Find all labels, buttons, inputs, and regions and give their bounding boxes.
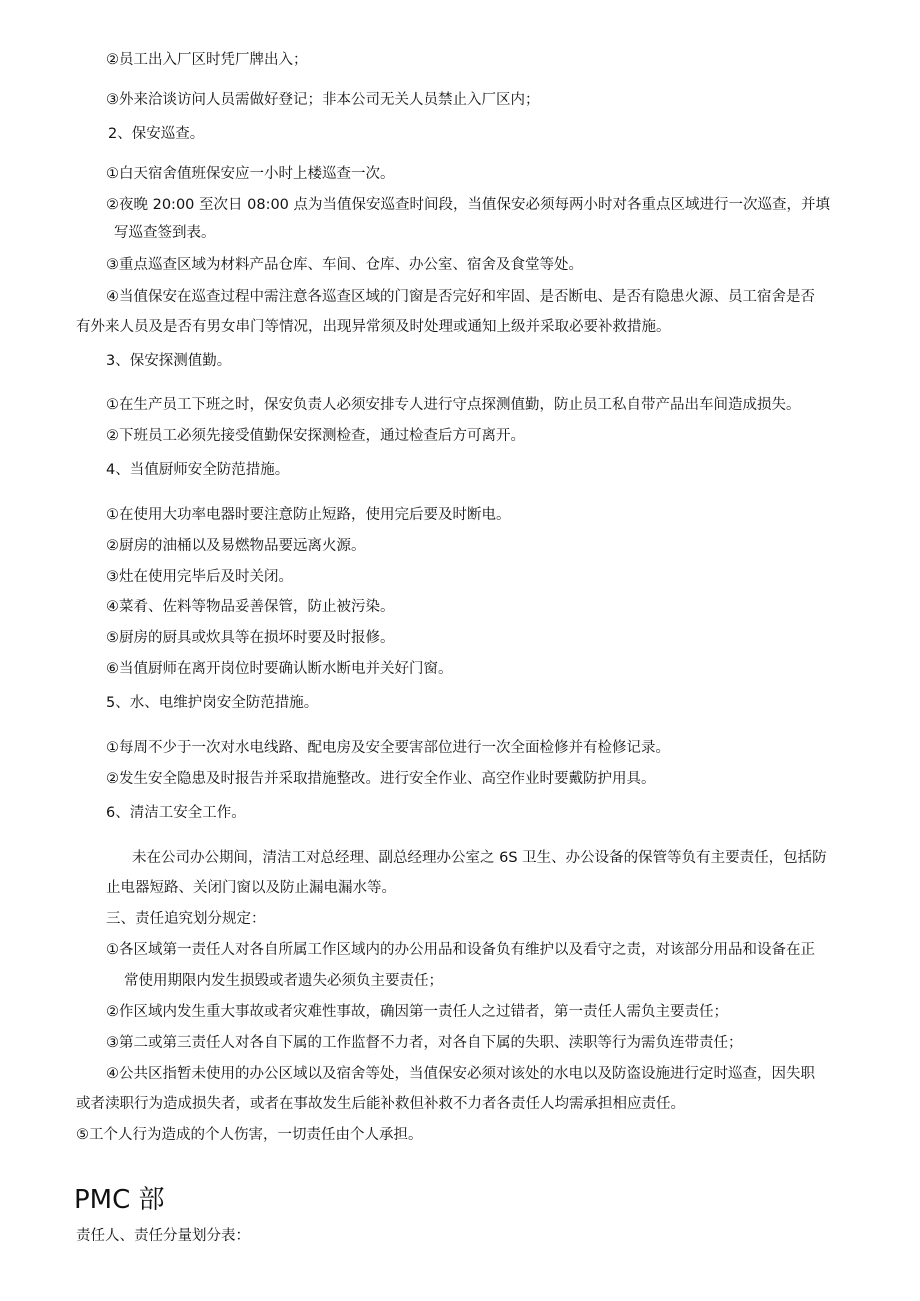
text-line: 有外来人员及是否有男女串门等情况，出现异常须及时处理或通知上级并采取必要补救措施。 [76, 319, 671, 335]
section-heading-3-responsibility: 三、责任追究划分规定： [106, 911, 266, 927]
text-line: ①白天宿舍值班保安应一小时上楼巡查一次。 [106, 166, 395, 182]
text-line: ①各区域第一责任人对各自所属工作区域内的办公用品和设备负有维护以及看守之责，对该部分用品和设备在正 [106, 942, 815, 958]
text-line: ③第二或第三责任人对各自下属的工作监督不力者，对各自下属的失职、渎职等行为需负连带责任； [106, 1035, 743, 1051]
text-line: 写巡查签到表。 [114, 225, 216, 241]
text-line: ⑥当值厨师在离开岗位时要确认断水断电并关好门窗。 [106, 661, 453, 677]
text-line: 止电器短路、关闭门窗以及防止漏电漏水等。 [106, 880, 396, 896]
text-line: 常使用期限内发生损毁或者遗失必须负主要责任； [124, 973, 443, 989]
text-line: ④公共区指暂未使用的办公区域以及宿舍等处，当值保安必须对该处的水电以及防盗设施进行定时巡查，因失职 [106, 1066, 815, 1082]
text-line: ①在使用大功率电器时要注意防止短路，使用完后要及时断电。 [106, 507, 511, 523]
text-line: ②下班员工必须先接受值勤保安探测检查，通过检查后方可离开。 [106, 428, 525, 444]
text-line: ①每周不少于一次对水电线路、配电房及安全要害部位进行一次全面检修并有检修记录。 [106, 740, 670, 756]
text-line: ④当值保安在巡查过程中需注意各巡查区域的门窗是否完好和牢固、是否断电、是否有隐患火源、员工宿舍是否 [106, 289, 815, 305]
table-caption: 责任人、责任分量划分表： [76, 1228, 250, 1244]
section-heading-3: 3、保安探测值勤。 [106, 353, 232, 369]
text-line: ②员工出入厂区时凭厂牌出入； [106, 52, 308, 68]
section-heading-6: 6、清洁工安全工作。 [106, 805, 246, 821]
text-line: ②夜晚 20:00 至次日 08:00 点为当值保安巡查时间段，当值保安必须每两小时对各重点区域进行一次巡查，并填 [106, 197, 831, 213]
text-line: ③外来洽谈访问人员需做好登记；非本公司无关人员禁止入厂区内； [106, 92, 540, 108]
section-heading-4: 4、当值厨师安全防范措施。 [106, 462, 290, 478]
text-line: ③重点巡查区域为材料产品仓库、车间、仓库、办公室、宿舍及食堂等处。 [106, 257, 583, 273]
text-line: ②厨房的油桶以及易燃物品要远离火源。 [106, 538, 366, 554]
text-line: ④菜肴、佐料等物品妥善保管，防止被污染。 [106, 599, 395, 615]
text-line: ①在生产员工下班之时，保安负责人必须安排专人进行守点探测值勤，防止员工私自带产品出车间造成损失。 [106, 397, 801, 413]
text-line: ③灶在使用完毕后及时关闭。 [106, 569, 293, 585]
text-line: ②发生安全隐患及时报告并采取措施整改。进行安全作业、高空作业时要戴防护用具。 [106, 771, 656, 787]
text-line: ⑤厨房的厨具或炊具等在损坏时要及时报修。 [106, 630, 395, 646]
text-line: ⑤工个人行为造成的个人伤害，一切责任由个人承担。 [76, 1127, 423, 1143]
text-line: 或者渎职行为造成损失者，或者在事故发生后能补救但补救不力者各责任人均需承担相应责任。 [76, 1096, 685, 1112]
section-title-pmc: PMC 部 [74, 1185, 165, 1215]
section-heading-2: 2、保安巡查。 [108, 126, 205, 142]
text-line: ②作区域内发生重大事故或者灾难性事故，确因第一责任人之过错者，第一责任人需负主要责任； [106, 1004, 728, 1020]
text-line: 未在公司办公期间，清洁工对总经理、副总经理办公室之 6S 卫生、办公设备的保管等负有主要责任，包括防 [132, 850, 827, 866]
section-heading-5: 5、水、电维护岗安全防范措施。 [106, 695, 319, 711]
